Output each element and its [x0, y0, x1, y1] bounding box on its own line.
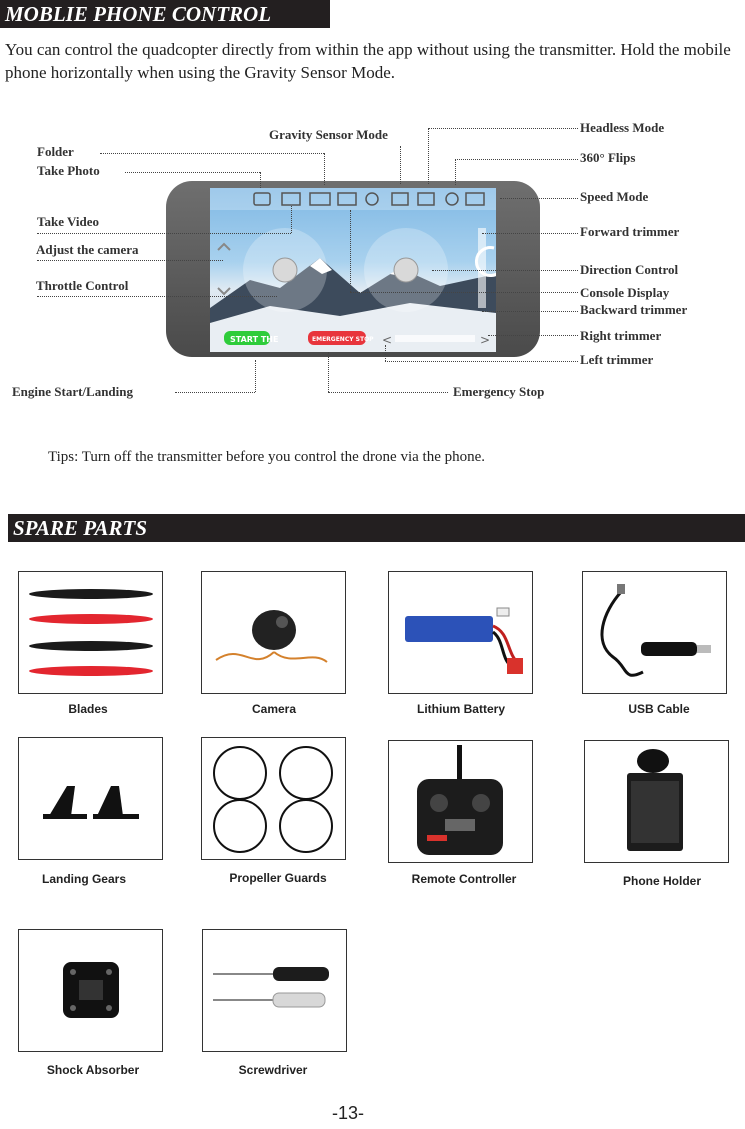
label-backward: Backward trimmer [580, 302, 688, 317]
leader-console-v [350, 210, 351, 292]
label-engine: Engine Start/Landing [12, 384, 134, 399]
leader-headless [428, 128, 578, 129]
left-joystick-knob [273, 258, 297, 282]
part-shock-image [18, 929, 163, 1052]
label-flips: 360° Flips [580, 150, 636, 165]
start-button-label: START THE [230, 335, 279, 344]
part-battery-image [388, 571, 533, 694]
camera-up-icon [218, 244, 230, 250]
leader-engine [175, 392, 255, 393]
section-title-spare-parts [8, 514, 745, 542]
leader-folder-v [324, 153, 325, 185]
page-number: -13- [332, 1103, 365, 1123]
leader-backward [482, 311, 578, 312]
label-left: Left trimmer [580, 352, 654, 367]
part-usb-label: USB Cable [628, 702, 690, 716]
shock-absorber-icon [19, 930, 162, 1051]
label-take-video: Take Video [37, 214, 100, 229]
part-guards-image [201, 737, 346, 860]
part-shock-label: Shock Absorber [46, 1063, 140, 1077]
label-adjust-camera: Adjust the camera [36, 242, 139, 257]
label-headless: Headless Mode [580, 120, 665, 135]
part-landing-label: Landing Gears [41, 872, 127, 886]
intro-paragraph: You can control the quadcopter directly from within the app without using the transmitter. Hold the mobile phone horizontally when using the Gravity Sensor Mode. [5, 40, 731, 82]
leader-emergency-v [328, 352, 329, 392]
part-remote-label: Remote Controller [411, 872, 517, 886]
label-console: Console Display [580, 285, 670, 300]
part-camera-label: Camera [251, 702, 297, 716]
label-take-photo: Take Photo [37, 163, 100, 178]
leader-left-v [385, 345, 386, 361]
battery-icon [389, 572, 532, 693]
leader-direction [432, 270, 578, 271]
leader-video [37, 233, 291, 234]
camera-down-icon [218, 288, 230, 294]
camera-icon [202, 572, 345, 693]
leader-headless-v [428, 128, 429, 184]
leader-speed [500, 198, 578, 199]
leader-folder [100, 153, 324, 154]
leader-photo [125, 172, 260, 173]
leader-engine-v [255, 360, 256, 392]
leader-emergency [328, 392, 448, 393]
phone-holder-icon [585, 741, 728, 862]
leader-flips-v [455, 159, 456, 185]
propeller-guard-icon [202, 738, 345, 859]
section-title-text: MOBLIE PHONE CONTROL [5, 2, 272, 26]
part-landing-image [18, 737, 163, 860]
tips-text: Tips: Turn off the transmitter before you control the drone via the phone. [48, 449, 486, 465]
section-title-text: SPARE PARTS [13, 516, 148, 540]
leader-throttle [37, 296, 277, 297]
right-joystick-knob [394, 258, 418, 282]
leader-video-v [291, 206, 292, 233]
part-screwdriver-image [202, 929, 347, 1052]
horizontal-trim-bar [395, 335, 475, 342]
screwdriver-icon [203, 930, 346, 1051]
label-gravity: Gravity Sensor Mode [269, 127, 388, 142]
part-guards-label: Propeller Guards [229, 871, 327, 885]
label-throttle: Throttle Control [36, 278, 129, 293]
section-title-mobile-control [0, 0, 330, 28]
svg-text:<: < [382, 333, 393, 347]
label-right: Right trimmer [580, 328, 662, 343]
part-holder-image [584, 740, 729, 863]
leader-forward [482, 233, 578, 234]
part-holder-label: Phone Holder [622, 874, 701, 888]
part-usb-image [582, 571, 727, 694]
label-emergency: Emergency Stop [453, 384, 545, 399]
label-folder: Folder [37, 144, 74, 159]
leader-flips [455, 159, 578, 160]
part-remote-image [388, 740, 533, 863]
leader-left [385, 361, 578, 362]
blades-icon [19, 572, 162, 693]
label-speed: Speed Mode [580, 189, 649, 204]
part-screwdriver-label: Screwdriver [238, 1063, 308, 1077]
leader-camera [37, 260, 223, 261]
remote-controller-icon [389, 741, 532, 862]
landing-gear-icon [19, 738, 162, 859]
label-direction: Direction Control [580, 262, 679, 277]
part-blades-label: Blades [68, 702, 108, 716]
leader-right [488, 335, 578, 336]
part-camera-image [201, 571, 346, 694]
leader-gravity [400, 146, 401, 184]
leader-photo-v [260, 172, 261, 188]
emergency-button-label: EMERGENCY STOP [312, 336, 374, 343]
part-battery-label: Lithium Battery [416, 702, 505, 716]
part-blades-image [18, 571, 163, 694]
leader-console [350, 292, 578, 293]
label-forward: Forward trimmer [580, 224, 680, 239]
usb-cable-icon [583, 572, 726, 693]
svg-text:>: > [480, 333, 491, 347]
